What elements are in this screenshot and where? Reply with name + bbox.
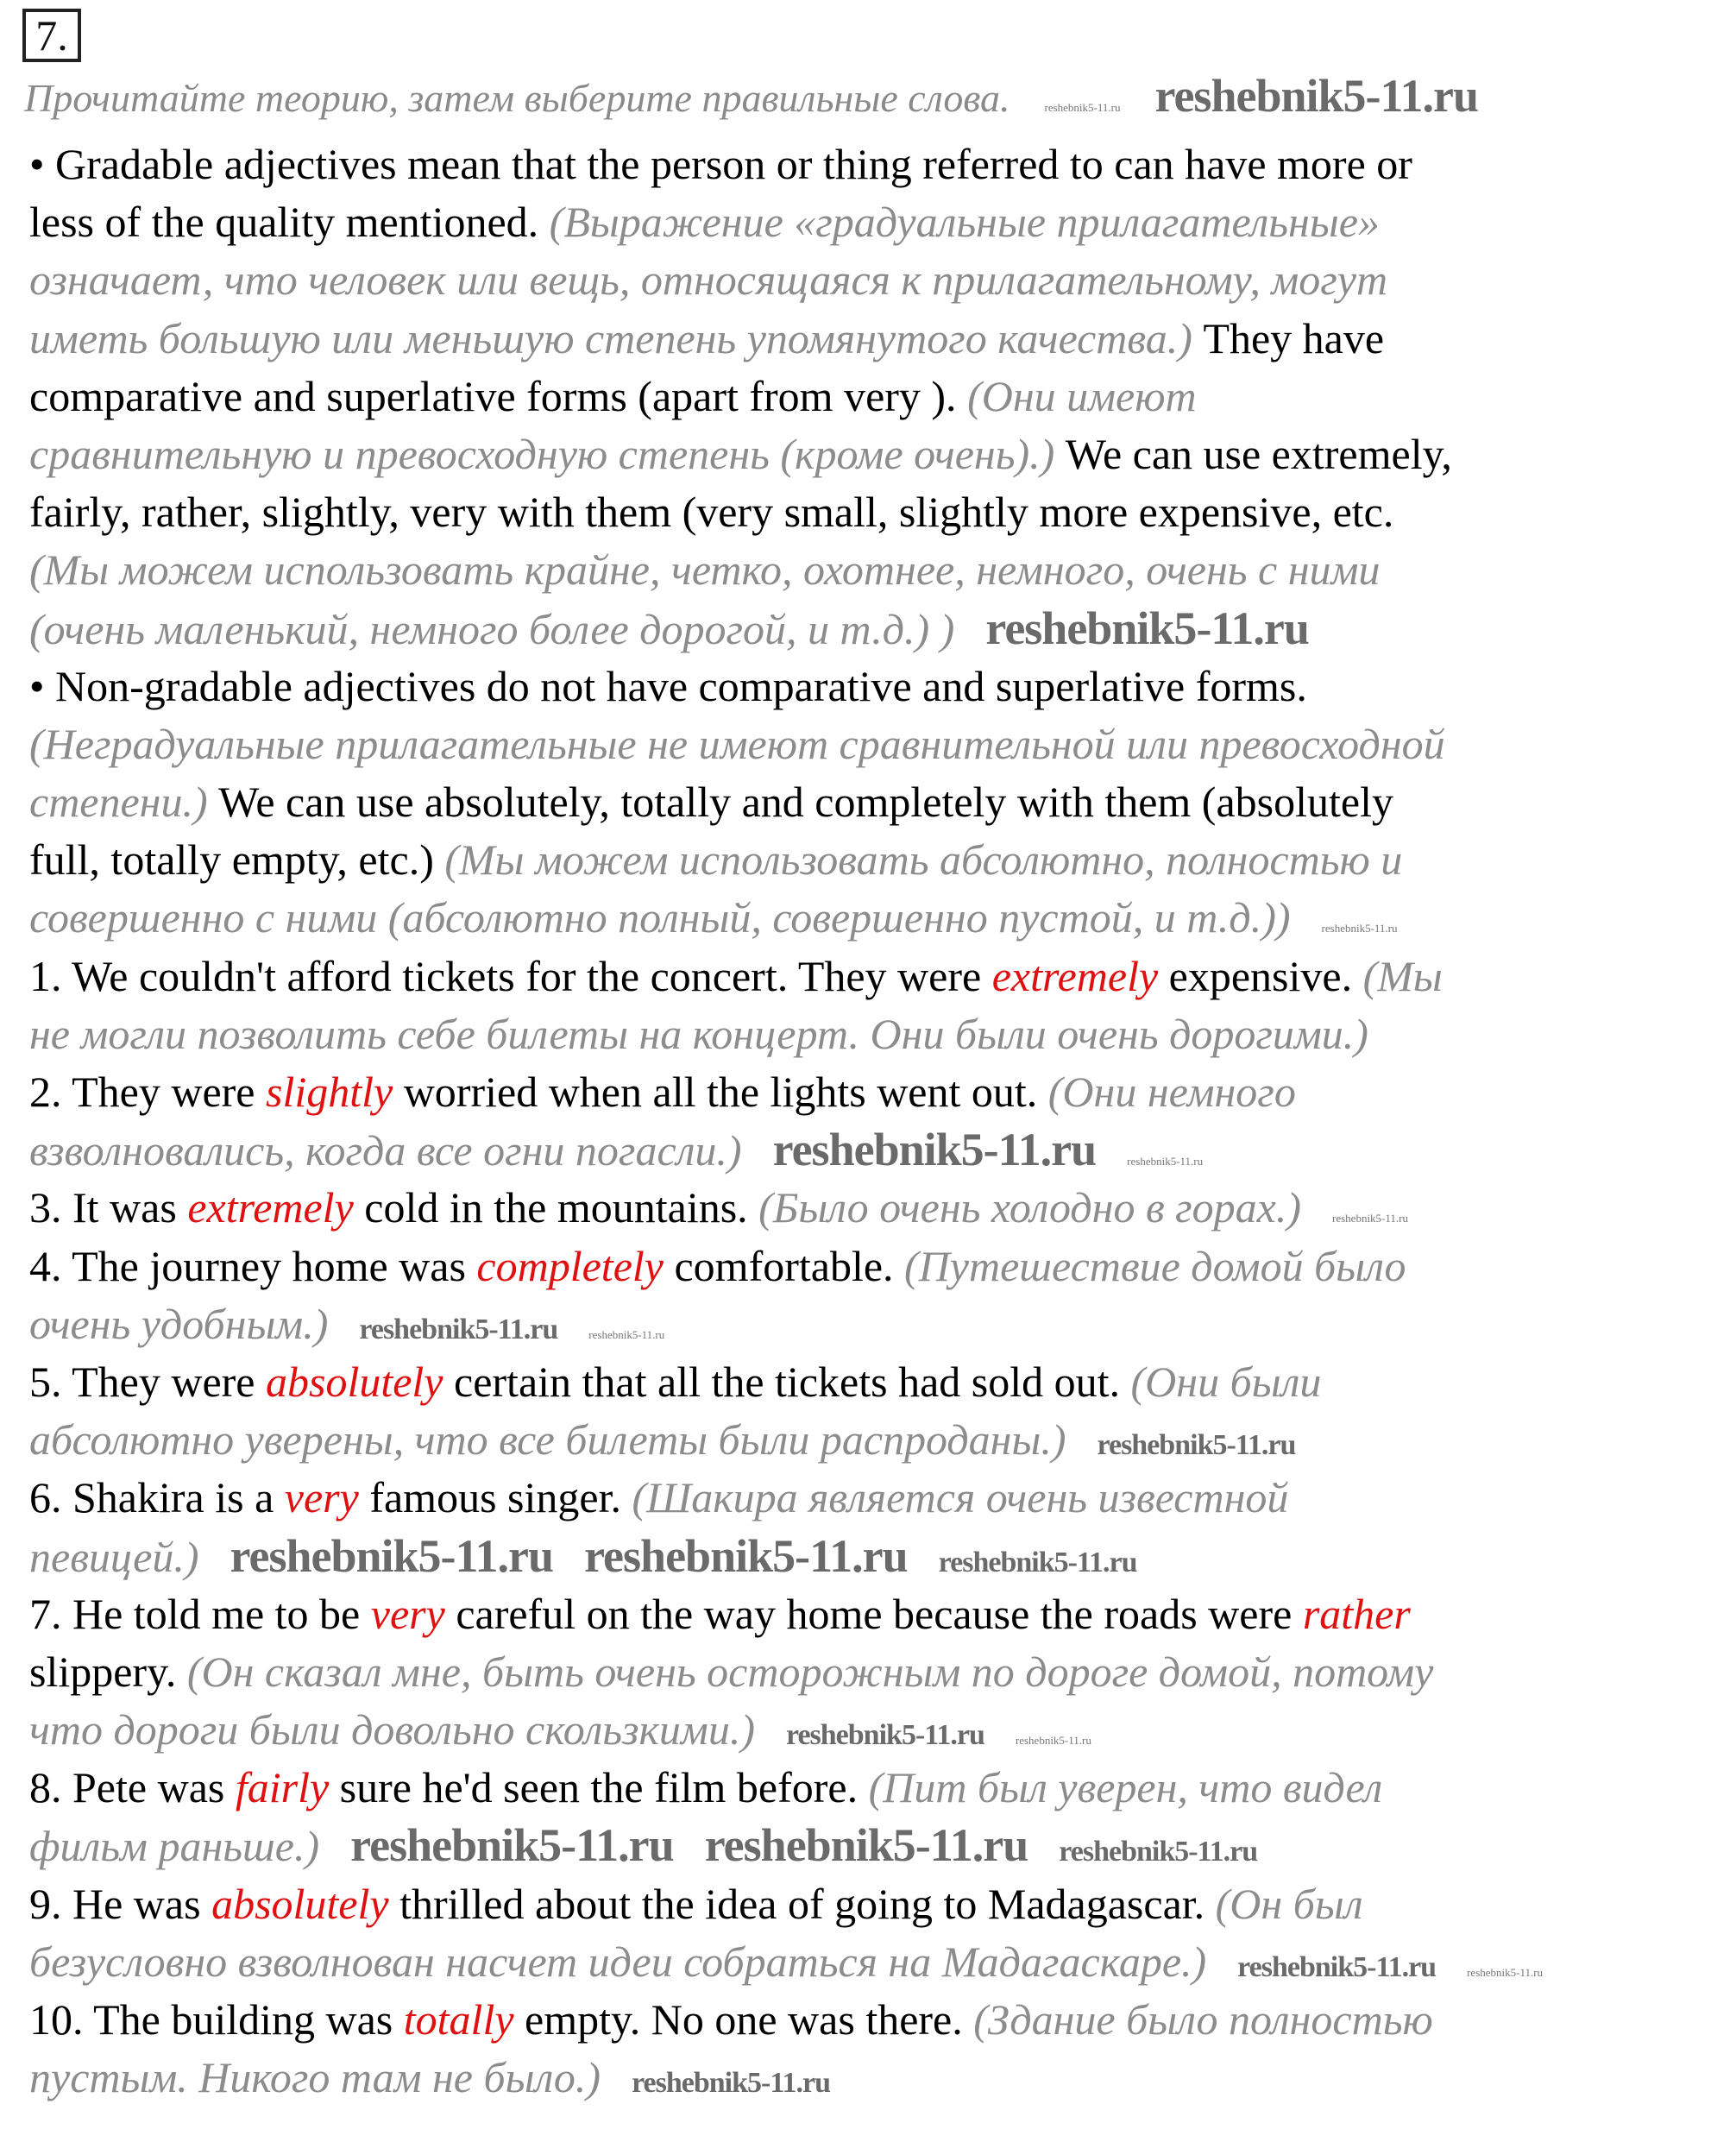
russian-translation: иметь большую или меньшую степень упомянутого качества.) <box>29 313 1192 362</box>
russian-translation: (Выражение «градуальные прилагательные» <box>549 198 1380 247</box>
watermark: reshebnik5-11.ru <box>1097 1429 1296 1462</box>
russian-translation: (Пит был уверен, что видел <box>868 1763 1383 1812</box>
english-text: comparative and superlative forms (apart from very ). <box>29 371 968 420</box>
english-text: cold in the mountains. <box>353 1183 759 1232</box>
english-text: 6. Shakira is a <box>29 1473 285 1522</box>
text-line <box>29 948 1543 1005</box>
watermark: reshebnik5-11.ru <box>1127 1155 1204 1169</box>
english-text: slippery. <box>29 1647 187 1696</box>
answer-word: extremely <box>187 1183 354 1232</box>
text-line <box>29 600 1543 658</box>
watermark: reshebnik5-11.ru <box>1332 1212 1408 1225</box>
text-line <box>29 368 1543 425</box>
english-text: less of the quality mentioned. <box>29 198 550 247</box>
english-text: We can use extremely, <box>1054 429 1452 478</box>
english-text: We can use absolutely, totally and completely with them (absolutely <box>207 778 1393 827</box>
text-line <box>29 541 1543 599</box>
text-line <box>29 1991 1543 2049</box>
english-text: 8. Pete was <box>29 1763 236 1812</box>
russian-translation: что дороги были довольно скользкими.) <box>29 1705 755 1755</box>
english-text: expensive. <box>1158 951 1363 1000</box>
russian-translation: не могли позволить себе билеты на концерт. Они были очень дорогими.) <box>29 1009 1368 1058</box>
english-text: famous singer. <box>358 1473 632 1522</box>
instruction-line <box>24 67 1478 125</box>
russian-translation: (Было очень холодно в горах.) <box>758 1183 1302 1232</box>
english-text: comfortable. <box>663 1241 905 1290</box>
russian-translation: абсолютно уверены, что все билеты были распроданы.) <box>29 1415 1066 1465</box>
text-line <box>29 1701 1543 1759</box>
russian-translation: (Он сказал мне, быть очень осторожным по дороге домой, потому <box>186 1647 1434 1696</box>
text-line <box>29 1875 1543 1933</box>
russian-translation: (Неградуальные прилагательные не имеют сравнительной или превосходной <box>29 719 1445 768</box>
english-text: sure he'd seen the film before. <box>329 1763 869 1812</box>
russian-translation: безусловно взволнован насчет идеи собраться на Мадагаскаре.) <box>29 1937 1207 1986</box>
english-text: thrilled about the idea of going to Madagascar. <box>388 1879 1216 1928</box>
english-text: full, totally empty, etc.) <box>29 835 445 885</box>
exercise-number: 7. <box>22 9 81 62</box>
english-text: 7. He told me to be <box>29 1589 371 1638</box>
watermark: reshebnik5-11.ru <box>1059 1836 1258 1868</box>
russian-translation: (очень маленький, немного более дорогой, и т.д.) ) <box>29 604 955 653</box>
russian-translation: (Мы можем использовать абсолютно, полностью и <box>444 835 1403 885</box>
answer-word: completely <box>476 1241 664 1290</box>
answer-word: rather <box>1302 1589 1411 1638</box>
text-line <box>29 2049 1543 2107</box>
text-line <box>29 1063 1543 1121</box>
text-line <box>29 1585 1543 1643</box>
english-text: worried when all the lights went out. <box>393 1068 1048 1116</box>
english-text: • Non-gradable adjectives do not have comparative and superlative forms. <box>29 661 1307 710</box>
text-line <box>29 715 1543 773</box>
english-text: careful on the way home because the roads were <box>444 1589 1303 1638</box>
watermark: reshebnik5-11.ru <box>230 1529 554 1582</box>
russian-translation: (Мы можем использовать крайне, четко, охотнее, немного, очень с ними <box>29 545 1381 595</box>
text-line <box>29 1933 1543 1991</box>
watermark: reshebnik5-11.ru <box>588 1327 665 1341</box>
text-line <box>29 773 1543 831</box>
text-line <box>29 831 1543 889</box>
russian-translation: певицей.) <box>29 1532 199 1581</box>
russian-translation: (Они немного <box>1047 1068 1296 1116</box>
english-text: 3. It was <box>29 1183 188 1232</box>
text-line <box>29 1005 1543 1063</box>
russian-translation: совершенно с ними (абсолютно полный, совершенно пустой, и т.д.)) <box>29 893 1291 942</box>
text-line <box>29 425 1543 483</box>
text-line <box>29 310 1543 368</box>
russian-translation: фильм раньше.) <box>29 1822 320 1871</box>
answer-word: absolutely <box>211 1879 389 1928</box>
russian-translation: (Он был <box>1215 1879 1363 1928</box>
text-line <box>29 1817 1543 1874</box>
answer-word: extremely <box>991 951 1159 1000</box>
answer-word: very <box>370 1589 445 1638</box>
instruction-text: Прочитайте теорию, затем выберите правильные слова. <box>24 76 1010 120</box>
text-line <box>29 1238 1543 1295</box>
watermark: reshebnik5-11.ru <box>704 1819 1028 1872</box>
text-line <box>29 1643 1543 1701</box>
english-text: 9. He was <box>29 1879 212 1928</box>
answer-word: slightly <box>265 1068 393 1116</box>
russian-translation: степени.) <box>29 778 208 827</box>
watermark: reshebnik5-11.ru <box>1044 101 1121 114</box>
russian-translation: очень удобным.) <box>29 1299 329 1348</box>
russian-translation: взволновались, когда все огни погасли.) <box>29 1126 742 1175</box>
english-text: 2. They were <box>29 1068 266 1116</box>
english-text: 5. They were <box>29 1357 266 1406</box>
text-line <box>29 251 1543 309</box>
watermark: reshebnik5-11.ru <box>350 1819 674 1872</box>
answer-word: fairly <box>235 1763 330 1812</box>
russian-translation: сравнительную и превосходную степень (кроме очень).) <box>29 429 1055 478</box>
english-text: 4. The journey home was <box>29 1241 477 1290</box>
russian-translation: (Мы <box>1362 951 1443 1000</box>
english-text: • Gradable adjectives mean that the person or thing referred to can have more or <box>29 140 1412 188</box>
english-text: 1. We couldn't afford tickets for the concert. They were <box>29 951 992 1000</box>
watermark: reshebnik5-11.ru <box>938 1546 1137 1578</box>
text-line <box>29 1759 1543 1817</box>
answer-word: very <box>284 1473 359 1522</box>
russian-translation: (Они были <box>1130 1357 1322 1406</box>
watermark: reshebnik5-11.ru <box>1237 1950 1437 1983</box>
watermark: reshebnik5-11.ru <box>632 2067 830 2100</box>
text-line <box>29 1121 1543 1179</box>
text-line <box>29 1411 1543 1469</box>
text-line <box>29 1295 1543 1353</box>
english-text: 10. The building was <box>29 1995 404 2044</box>
english-text: certain that all the tickets had sold out. <box>443 1357 1131 1406</box>
english-text: fairly, rather, slightly, very with them (very small, slightly more expensive, etc. <box>29 488 1394 537</box>
text-line <box>29 1528 1543 1585</box>
english-text: empty. No one was there. <box>513 1995 974 2044</box>
watermark: reshebnik5-11.ru <box>1154 70 1479 122</box>
watermark: reshebnik5-11.ru <box>1321 922 1398 936</box>
english-text: They have <box>1192 313 1385 362</box>
watermark: reshebnik5-11.ru <box>1015 1734 1091 1748</box>
text-line <box>29 483 1543 541</box>
answer-word: totally <box>403 1995 514 2044</box>
watermark: reshebnik5-11.ru <box>1467 1965 1544 1979</box>
russian-translation: (Путешествие домой было <box>904 1241 1406 1290</box>
exercise-body <box>29 135 1543 2107</box>
russian-translation: означает, что человек или вещь, относящаяся к прилагательному, могут <box>29 255 1388 305</box>
russian-translation: (Они имеют <box>967 371 1197 420</box>
russian-translation: (Шакира является очень известной <box>632 1473 1289 1522</box>
watermark: reshebnik5-11.ru <box>985 602 1309 654</box>
text-line <box>29 1353 1543 1411</box>
text-line <box>29 193 1543 251</box>
watermark: reshebnik5-11.ru <box>785 1719 984 1752</box>
text-line <box>29 1469 1543 1527</box>
watermark: reshebnik5-11.ru <box>584 1529 908 1582</box>
text-line <box>29 135 1543 193</box>
watermark: reshebnik5-11.ru <box>359 1313 558 1345</box>
answer-word: absolutely <box>265 1357 443 1406</box>
russian-translation: пустым. Никого там не было.) <box>29 2053 601 2102</box>
watermark: reshebnik5-11.ru <box>772 1124 1097 1176</box>
text-line <box>29 889 1543 947</box>
text-line <box>29 658 1543 715</box>
text-line <box>29 1179 1543 1237</box>
russian-translation: (Здание было полностью <box>973 1995 1433 2044</box>
